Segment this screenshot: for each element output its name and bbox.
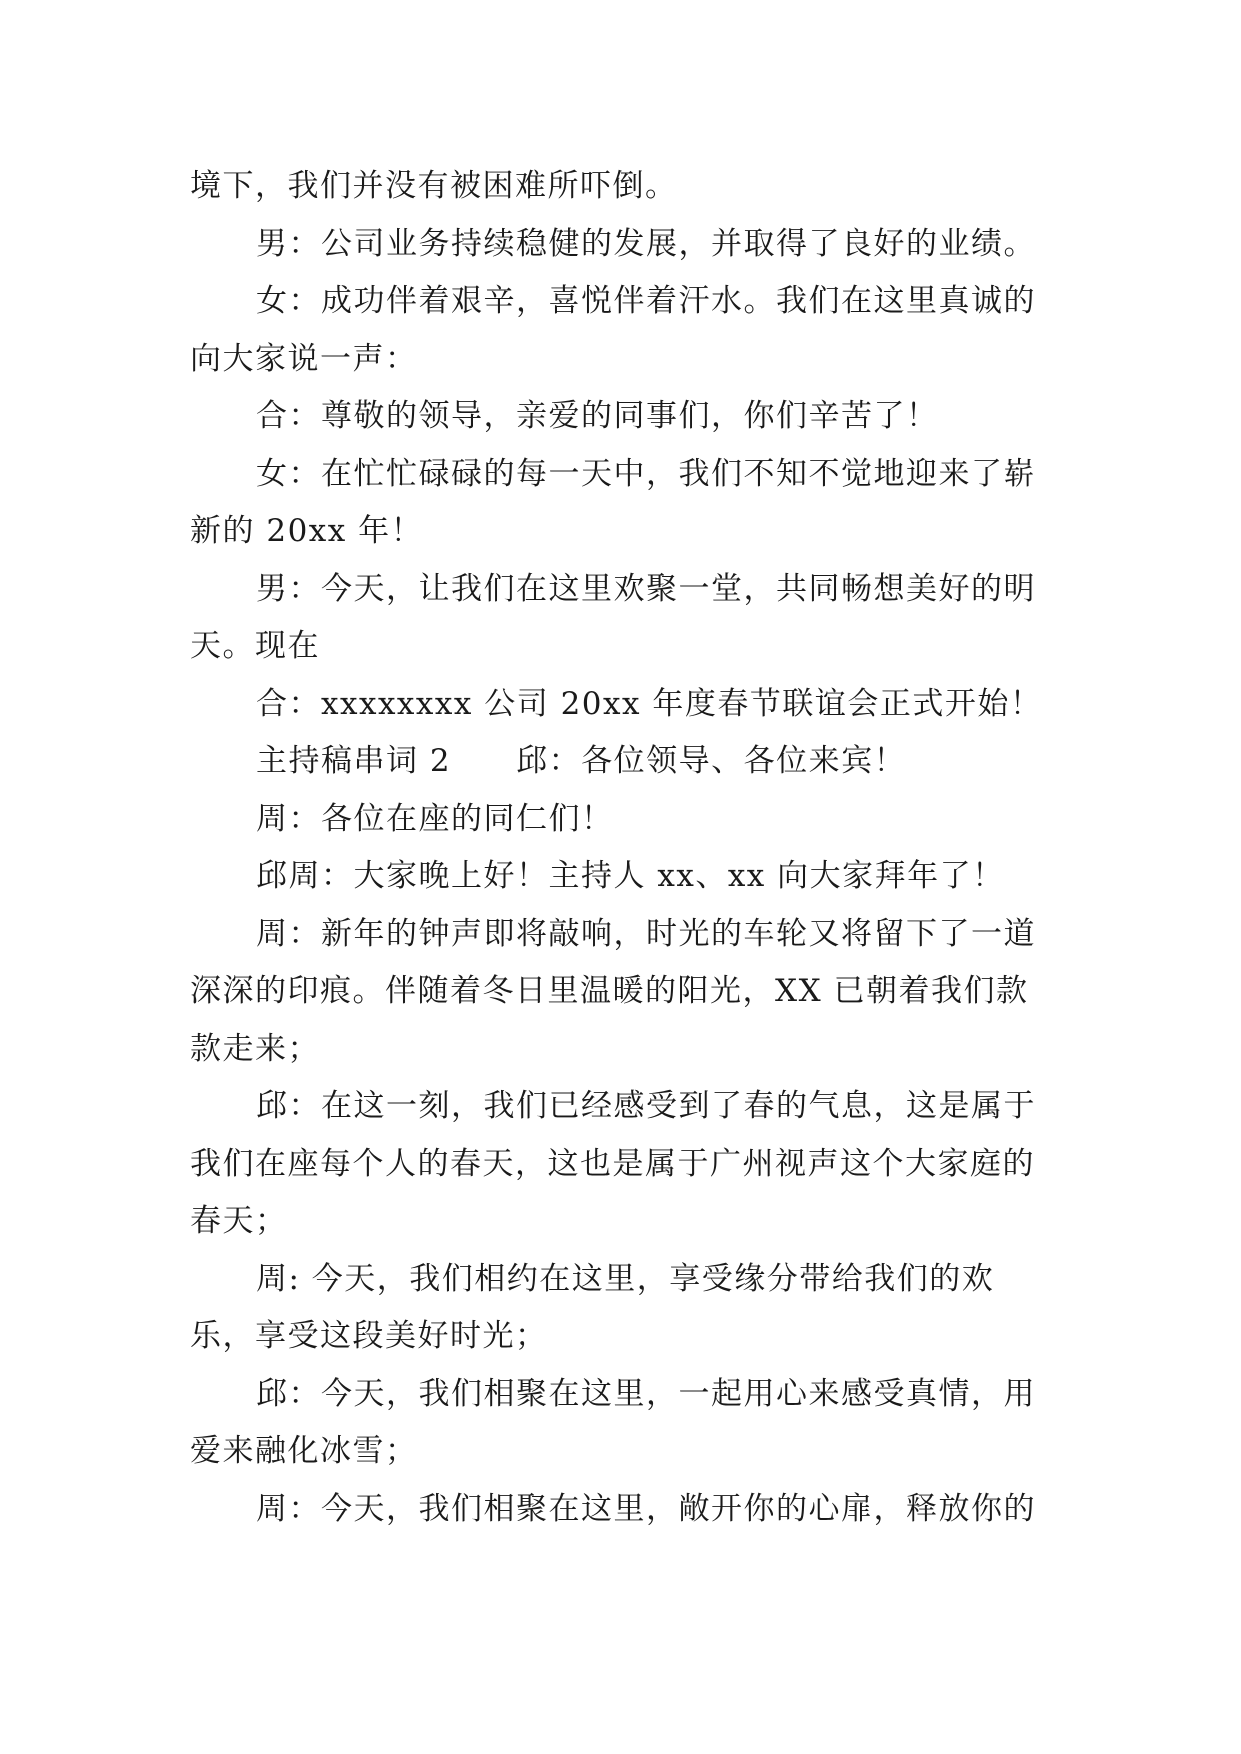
- paragraph: 邱周：大家晚上好！主持人 xx、xx 向大家拜年了！: [256, 858, 1005, 894]
- paragraph: 合：尊敬的领导，亲爱的同事们，你们辛苦了！: [256, 398, 939, 434]
- document-body: [190, 158, 1050, 1538]
- paragraph: 邱：今天，我们相聚在这里，一起用心来感受真情，用爱来融化冰雪；: [190, 1375, 1036, 1469]
- paragraph: 男：今天，让我们在这里欢聚一堂，共同畅想美好的明天。现在: [190, 570, 1036, 664]
- paragraph: 周：新年的钟声即将敲响，时光的车轮又将留下了一道深深的印痕。伴随着冬日里温暖的阳光，XX 已朝着我们款款走来；: [190, 915, 1036, 1067]
- paragraph: 主持稿串词 2 邱：各位领导、各位来宾！: [256, 743, 907, 779]
- paragraph: 周：今天，我们相聚在这里，敞开你的心扉，释放你的: [256, 1490, 1036, 1527]
- paragraph: 男：公司业务持续稳健的发展，并取得了良好的业绩。: [256, 225, 1036, 262]
- paragraph: 周：各位在座的同仁们！: [256, 800, 614, 837]
- paragraph: 周: 今天，我们相约在这里，享受缘分带给我们的欢乐，享受这段美好时光；: [190, 1260, 995, 1354]
- paragraph: 邱：在这一刻，我们已经感受到了春的气息，这是属于我们在座每个人的春天，这也是属于广州视声这个大家庭的春天；: [190, 1088, 1036, 1239]
- paragraph: 合：xxxxxxxx 公司 20xx 年度春节联谊会正式开始！: [256, 685, 1043, 722]
- paragraph: 女：成功伴着艰辛，喜悦伴着汗水。我们在这里真诚的向大家说一声：: [190, 283, 1036, 377]
- paragraph: 境下，我们并没有被困难所吓倒。: [190, 168, 678, 204]
- paragraph: 女：在忙忙碌碌的每一天中，我们不知不觉地迎来了崭新的 20xx 年！: [190, 455, 1036, 549]
